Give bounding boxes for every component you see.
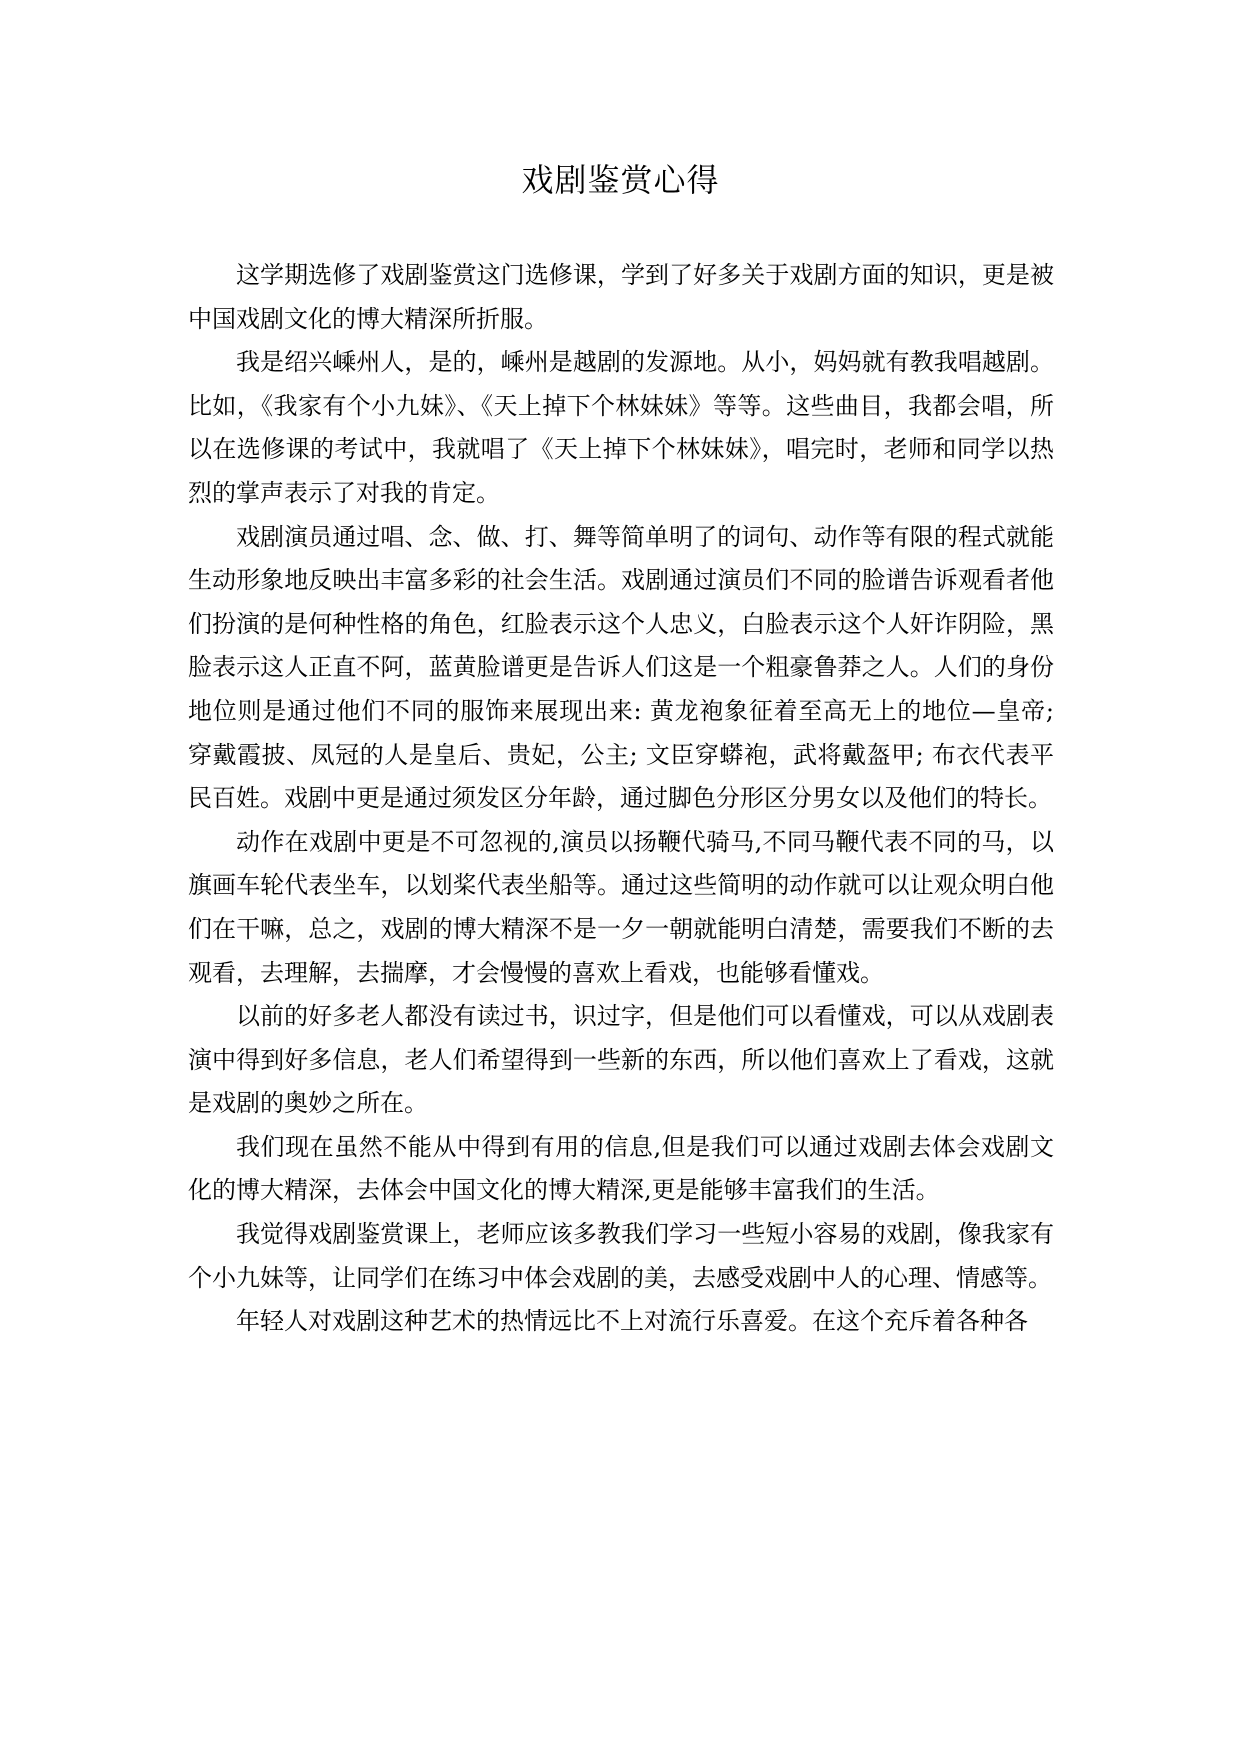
- paragraph-intro: 这学期选修了戏剧鉴赏这门选修课，学到了好多关于戏剧方面的知识，更是被中国戏剧文化的博大精深所折服。: [188, 261, 1054, 333]
- paragraph-present: 我们现在虽然不能从中得到有用的信息,但是我们可以通过戏剧去体会戏剧文化的博大精深，去体会中国文化的博大精深,更是能够丰富我们的生活。: [188, 1132, 1054, 1205]
- paragraph-suggestion: 我觉得戏剧鉴赏课上，老师应该多教我们学习一些短小容易的戏剧，像我家有个小九妹等，让同学们在练习中体会戏剧的美，去感受戏剧中人的心理、情感等。: [188, 1220, 1054, 1292]
- paragraph-performance: 戏剧演员通过唱、念、做、打、舞等简单明了的词句、动作等有限的程式就能生动形象地反映出丰富多彩的社会生活。戏剧通过演员们不同的脸谱告诉观看者他们扮演的是何种性格的角色，红脸表示这个人忠义，白脸表示这个人奸诈阴险，黑脸表示这人正直不阿，蓝黄脸谱更是告诉人们这是一个粗豪鲁莽之人。人们的身份地位则是通过他们不同的服饰来展现出来: 黄龙袍象征着至高无上的地位—皇帝; 穿戴霞披、凤冠的人是皇后、贵妃，公主; 文臣穿蟒袍，武将戴盔甲; 布衣代表平民百姓。戏剧中更是通过须发区分年龄，通过脚色分形区分男女以及他们的特长。: [188, 522, 1054, 813]
- page-title: 戏剧鉴赏心得: [521, 161, 720, 199]
- paragraph-youth: 年轻人对戏剧这种艺术的热情远比不上对流行乐喜爱。在这个充斥着各种各: [236, 1307, 1028, 1336]
- paragraph-hometown: 我是绍兴嵊州人，是的，嵊州是越剧的发源地。从小，妈妈就有教我唱越剧。比如，《我家有个小九妹》、《天上掉下个林妹妹》等等。这些曲目，我都会唱，所以在选修课的考试中，我就唱了《天上掉下个林妹妹》，唱完时，老师和同学以热烈的掌声表示了对我的肯定。: [188, 348, 1054, 507]
- paragraph-elders: 以前的好多老人都没有读过书，识过字，但是他们可以看懂戏，可以从戏剧表演中得到好多信息，老人们希望得到一些新的东西，所以他们喜欢上了看戏，这就是戏剧的奥妙之所在。: [188, 1002, 1054, 1118]
- document-body: [188, 254, 1054, 1344]
- paragraph-actions: 动作在戏剧中更是不可忽视的,演员以扬鞭代骑马,不同马鞭代表不同的马，以旗画车轮代表坐车，以划桨代表坐船等。通过这些简明的动作就可以让观众明白他们在干嘛，总之，戏剧的博大精深不是一夕一朝就能明白清楚，需要我们不断的去观看，去理解，去揣摩，才会慢慢的喜欢上看戏，也能够看懂戏。: [188, 827, 1054, 987]
